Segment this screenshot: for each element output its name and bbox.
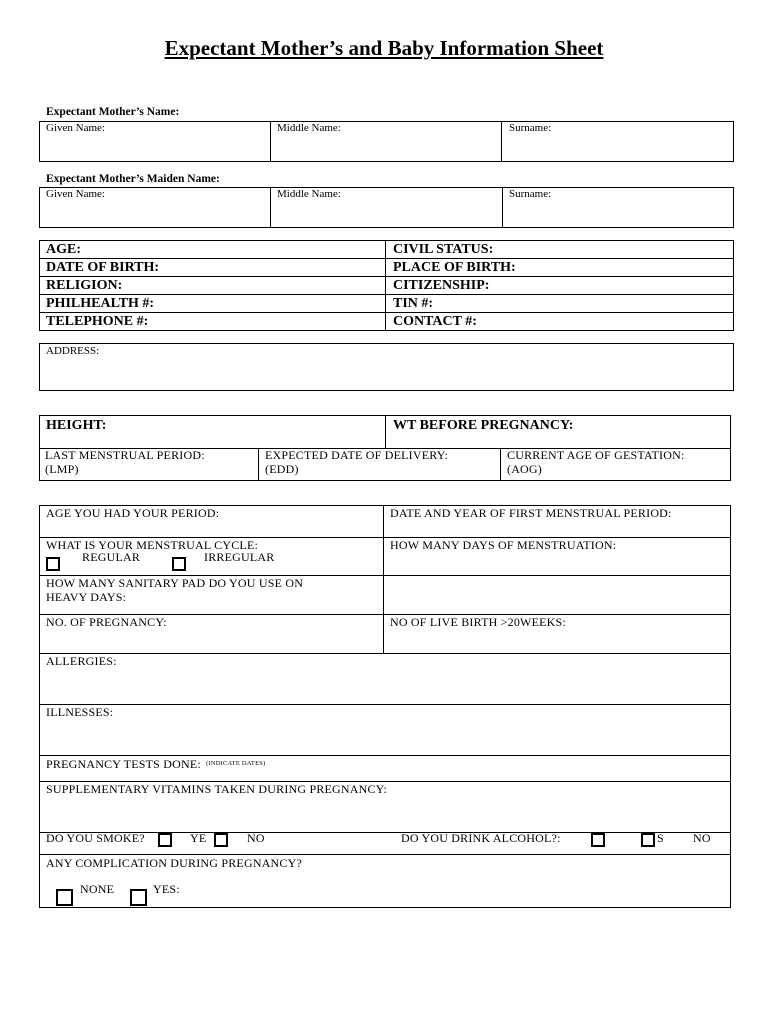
maiden-middle-name-field[interactable]: Middle Name:	[277, 188, 341, 200]
first-period-field[interactable]: DATE AND YEAR OF FIRST MENSTRUAL PERIOD:	[390, 506, 672, 520]
aog-label-line2: (AOG)	[507, 462, 542, 476]
citizenship-field[interactable]: CITIZENSHIP:	[393, 278, 490, 293]
aog-label[interactable]	[507, 448, 685, 476]
number-of-pregnancy-field[interactable]: NO. OF PREGNANCY:	[46, 615, 167, 629]
maiden-name-label: Expectant Mother’s Maiden Name:	[46, 173, 220, 185]
indicate-dates-note: (INDICATE DATES)	[206, 760, 266, 767]
irregular-label: IRREGULAR	[204, 550, 275, 564]
mother-middle-name-field[interactable]: Middle Name:	[277, 122, 341, 134]
lmp-label-line2: (LMP)	[45, 462, 79, 476]
alcohol-label: DO YOU DRINK ALCOHOL?:	[401, 831, 561, 845]
religion-field[interactable]: RELIGION:	[46, 278, 123, 293]
maiden-given-name-field[interactable]: Given Name:	[46, 188, 105, 200]
live-birth-field[interactable]: NO OF LIVE BIRTH >20WEEKS:	[390, 615, 566, 629]
weight-before-pregnancy-field[interactable]: WT BEFORE PREGNANCY:	[393, 418, 574, 433]
sanitary-pads-line1: HOW MANY SANITARY PAD DO YOU USE ON	[46, 576, 304, 590]
age-period-field[interactable]: AGE YOU HAD YOUR PERIOD:	[46, 506, 220, 520]
menstrual-cycle-label: WHAT IS YOUR MENSTRUAL CYCLE:	[46, 538, 259, 552]
edd-label-line1: EXPECTED DATE OF DELIVERY:	[265, 448, 449, 462]
menstruation-days-field[interactable]: HOW MANY DAYS OF MENSTRUATION:	[390, 538, 617, 552]
smoke-no-checkbox[interactable]	[214, 833, 228, 847]
illnesses-field[interactable]: ILLNESSES:	[46, 705, 114, 719]
edd-label-line2: (EDD)	[265, 462, 299, 476]
pregnancy-tests-field[interactable]	[46, 757, 265, 771]
mother-name-box	[39, 121, 734, 162]
alcohol-no-label: NO	[693, 831, 711, 845]
mother-given-name-field[interactable]: Given Name:	[46, 122, 105, 134]
date-of-birth-field[interactable]: DATE OF BIRTH:	[46, 260, 160, 275]
medical-history-table	[39, 505, 731, 908]
regular-checkbox[interactable]	[46, 557, 60, 571]
tin-field[interactable]: TIN #:	[393, 296, 434, 311]
contact-field[interactable]: CONTACT #:	[393, 314, 477, 329]
pregnancy-tests-label: PREGNANCY TESTS DONE:	[46, 757, 201, 771]
address-box	[39, 343, 734, 391]
smoke-no-label: NO	[247, 831, 265, 845]
alcohol-yes-label: S	[657, 831, 664, 845]
mother-name-label: Expectant Mother’s Name:	[46, 106, 180, 118]
vitamins-field[interactable]: SUPPLEMENTARY VITAMINS TAKEN DURING PREGNANCY:	[46, 782, 388, 796]
alcohol-yes-checkbox[interactable]	[591, 833, 605, 847]
lmp-label-line1: LAST MENSTRUAL PERIOD:	[45, 448, 205, 462]
page-title: Expectant Mother’s and Baby Information Sheet	[164, 36, 604, 60]
civil-status-field[interactable]: CIVIL STATUS:	[393, 242, 494, 257]
height-field[interactable]: HEIGHT:	[46, 418, 107, 433]
lmp-label[interactable]	[45, 448, 205, 476]
smoke-yes-label: YE	[190, 831, 207, 845]
complication-none-checkbox[interactable]	[56, 889, 73, 906]
sanitary-pads-field[interactable]	[46, 576, 303, 604]
smoke-yes-checkbox[interactable]	[158, 833, 172, 847]
regular-label: REGULAR	[82, 550, 141, 564]
irregular-checkbox[interactable]	[172, 557, 186, 571]
address-field[interactable]: ADDRESS:	[46, 345, 100, 357]
maiden-surname-field[interactable]: Surname:	[509, 188, 552, 200]
philhealth-field[interactable]: PHILHEALTH #:	[46, 296, 155, 311]
sanitary-pads-line2: HEAVY DAYS:	[46, 590, 127, 604]
allergies-field[interactable]: ALLERGIES:	[46, 654, 117, 668]
alcohol-no-checkbox[interactable]	[641, 833, 655, 847]
complication-label: ANY COMPLICATION DURING PREGNANCY?	[46, 856, 303, 870]
place-of-birth-field[interactable]: PLACE OF BIRTH:	[393, 260, 516, 275]
edd-label[interactable]	[265, 448, 448, 476]
maiden-name-box	[39, 187, 734, 228]
aog-label-line1: CURRENT AGE OF GESTATION:	[507, 448, 685, 462]
telephone-field[interactable]: TELEPHONE #:	[46, 314, 149, 329]
complication-none-label: NONE	[80, 882, 115, 896]
age-field[interactable]: AGE:	[46, 242, 81, 257]
mother-surname-field[interactable]: Surname:	[509, 122, 552, 134]
complication-yes-checkbox[interactable]	[130, 889, 147, 906]
complication-yes-label: YES:	[153, 882, 180, 896]
smoke-label: DO YOU SMOKE?	[46, 831, 145, 845]
